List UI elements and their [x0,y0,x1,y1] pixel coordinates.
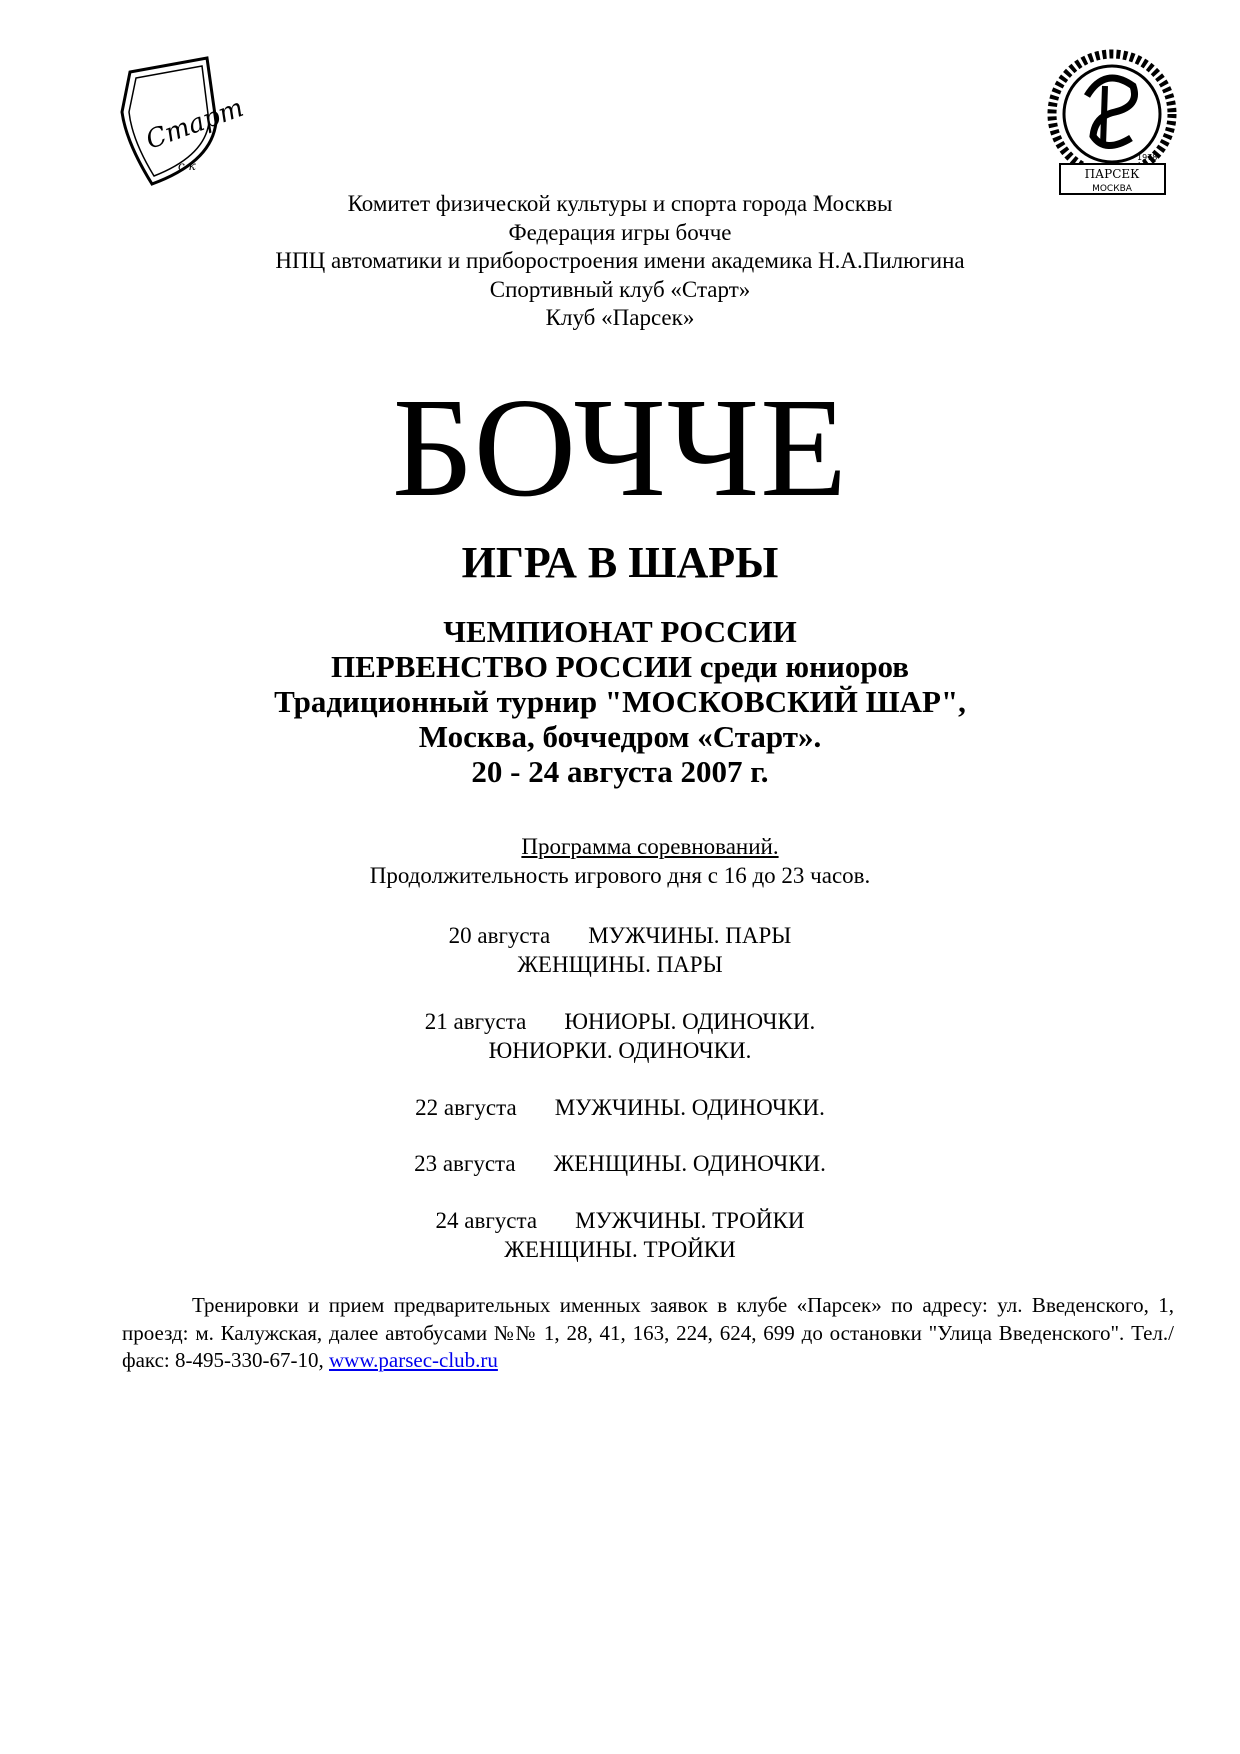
day-event: ЖЕНЩИНЫ. ТРОЙКИ [504,1237,736,1262]
day-event: МУЖЧИНЫ. ОДИНОЧКИ. [554,1095,825,1120]
organizer-line: Федерация игры бочче [508,219,732,245]
organizer-line: Спортивный клуб «Старт» [489,276,751,302]
day-event: МУЖЧИНЫ. ТРОЙКИ [575,1208,805,1233]
program-day [0,1093,1240,1122]
program-day [0,1206,1240,1264]
organizers-block [0,190,1240,333]
event-info [0,614,1240,789]
footer-text: Тренировки и прием предварительных именных заявок в клубе «Парсек» по адресу: ул. Введенского, 1, проезд: м. Калужская, далее автобусами №№ 1, 28, 41, 163, 224, 624, 699 до остановки "Улица Введенского". Тел./факс: 8-495-330-67-10, [122,1293,1174,1372]
website-link[interactable]: www.parsec-club.ru [329,1348,498,1372]
day-event: ЖЕНЩИНЫ. ПАРЫ [517,952,723,977]
program-day [0,921,1240,979]
program-day [0,1007,1240,1065]
program-day [0,1149,1240,1178]
page-title: БОЧЧЕ [392,368,848,526]
day-event: ЮНИОРКИ. ОДИНОЧКИ. [488,1038,752,1063]
page-subtitle: ИГРА В ШАРЫ [461,538,779,587]
start-club-logo [112,52,248,192]
organizer-line: Клуб «Парсек» [545,305,695,330]
day-event: ЖЕНЩИНЫ. ОДИНОЧКИ. [553,1151,826,1176]
program-title: Программа соревнований. [521,834,779,859]
day-date: 21 августа [424,1009,527,1034]
day-date: 24 августа [435,1208,538,1233]
day-event: ЮНИОРЫ. ОДИНОЧКИ. [564,1009,816,1034]
day-date: 23 августа [414,1151,516,1176]
event-line: Москва, боччедром «Старт». [418,719,822,754]
svg-text:МОСКВА: МОСКВА [1092,184,1132,194]
event-line: Традиционный турнир "МОСКОВСКИЙ ШАР", [274,684,966,719]
svg-text:1978: 1978 [1137,153,1158,162]
footer-info [122,1292,1174,1375]
start-shield-icon [112,52,248,192]
event-line: ЧЕМПИОНАТ РОССИИ [443,614,797,649]
day-event: МУЖЧИНЫ. ПАРЫ [588,923,792,948]
svg-text:ПАРСЕК: ПАРСЕК [1084,167,1140,181]
svg-text:Старт: Старт [142,92,248,156]
event-dates: 20 - 24 августа 2007 г. [471,754,769,789]
event-line: ПЕРВЕНСТВО РОССИИ среди юниоров [330,649,910,684]
parsek-emblem-icon [1045,46,1180,206]
organizer-line: Комитет физической культуры и спорта города Москвы [347,191,893,216]
program-heading [0,833,1240,861]
parsek-club-logo [1045,46,1180,206]
program-duration: Продолжительность игрового дня с 16 до 23 часов. [369,863,871,888]
svg-text:с к: с к [178,159,196,173]
organizer-line: НПЦ автоматики и приборостроения имени академика Н.А.Пилюгина [275,248,965,273]
day-date: 20 августа [448,923,551,948]
day-date: 22 августа [415,1095,517,1120]
